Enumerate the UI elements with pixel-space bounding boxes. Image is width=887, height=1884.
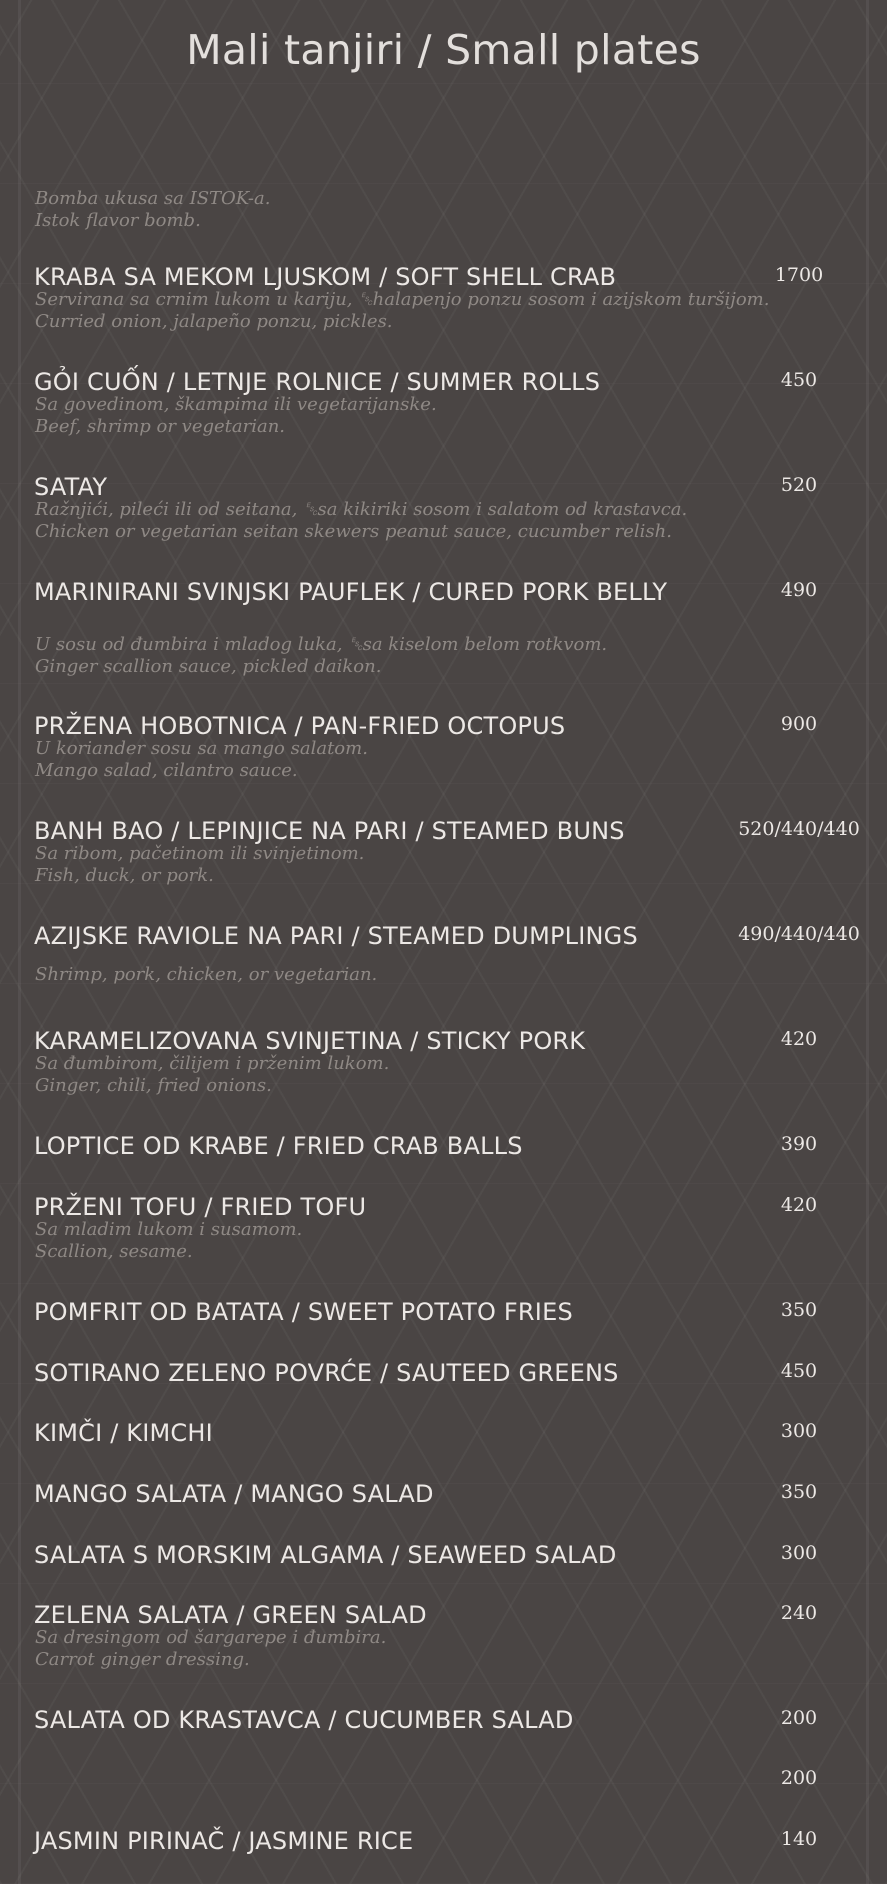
- desc-line: Sa mladim lukom i susamom.: [35, 1219, 303, 1240]
- item-name: AZIJSKE RAVIOLE NA PARI / STEAMED DUMPLINGS: [34, 922, 638, 950]
- item-name: POMFRIT OD BATATA / SWEET POTATO FRIES: [34, 1298, 573, 1326]
- item-price: 1700: [774, 264, 824, 286]
- item-name: SALATA OD KRASTAVCA / CUCUMBER SALAD: [34, 1706, 574, 1734]
- desc-line: Chicken or vegetarian seitan skewers peanut sauce, cucumber relish.: [35, 521, 672, 542]
- page-title: Mali tanjiri / Small plates: [186, 26, 701, 74]
- item-description: [35, 499, 835, 543]
- item-price: 350: [780, 1481, 818, 1503]
- desc-line: U koriander sosu sa mango salatom.: [35, 738, 368, 759]
- item-price: 520: [780, 474, 818, 496]
- desc-line: Ginger scallion sauce, pickled daikon.: [35, 656, 382, 677]
- item-price: 240: [780, 1602, 818, 1624]
- item-description: [35, 634, 835, 678]
- desc-line: Curried onion, jalapeño ponzu, pickles.: [35, 311, 393, 332]
- left-border: [18, 0, 21, 1884]
- item-name: ZELENA SALATA / GREEN SALAD: [34, 1601, 427, 1629]
- item-name: BANH BAO / LEPINJICE NA PARI / STEAMED BUNS: [34, 817, 625, 845]
- item-price: 350: [780, 1299, 818, 1321]
- desc-line: Sa đumbirom, čilijem i prženim lukom.: [35, 1053, 390, 1074]
- item-name: SALATA S MORSKIM ALGAMA / SEAWEED SALAD: [34, 1541, 617, 1569]
- item-price: 490/440/440: [738, 923, 860, 945]
- item-name: SOTIRANO ZELENO POVRĆE / SAUTEED GREENS: [34, 1359, 619, 1387]
- desc-line: Mango salad, cilantro sauce.: [35, 760, 298, 781]
- item-name: KRABA SA MEKOM LJUSKOM / SOFT SHELL CRAB: [34, 263, 617, 291]
- desc-line: Sa dresingom od šargarepe i đumbira.: [35, 1627, 387, 1648]
- item-description: [35, 1627, 835, 1671]
- item-price: 200: [780, 1707, 818, 1729]
- desc-line: Sa ribom, pačetinom ili svinjetinom.: [35, 843, 365, 864]
- item-description: [35, 1053, 835, 1097]
- desc-line: Beef, shrimp or vegetarian.: [35, 416, 286, 437]
- item-description: [35, 1219, 835, 1263]
- item-price: 390: [780, 1133, 818, 1155]
- desc-line: Fish, duck, or pork.: [35, 865, 214, 886]
- item-name: KARAMELIZOVANA SVINJETINA / STICKY PORK: [34, 1027, 586, 1055]
- item-name: PRŽENA HOBOTNICA / PAN-FRIED OCTOPUS: [34, 712, 566, 740]
- intro-line: Istok flavor bomb.: [35, 210, 201, 231]
- item-name: JASMIN PIRINAČ / JASMINE RICE: [34, 1827, 414, 1855]
- item-price: 450: [780, 1360, 818, 1382]
- item-price: 420: [780, 1028, 818, 1050]
- item-price: 520/440/440: [738, 818, 860, 840]
- desc-line: U sosu od đumbira i mladog luka, ␛sa kiselom belom rotkvom.: [35, 634, 608, 655]
- item-description: [35, 289, 835, 333]
- desc-line: Servirana sa crnim lukom u kariju, ␛halapenjo ponzu sosom i azijskom turšijom.: [35, 289, 770, 310]
- item-name: SATAY: [34, 473, 108, 501]
- item-description: [35, 738, 835, 782]
- intro-line: Bomba ukusa sa ISTOK-a.: [35, 188, 271, 209]
- item-name: MARINIRANI SVINJSKI PAUFLEK / CURED PORK BELLY: [34, 578, 668, 606]
- item-name: PRŽENI TOFU / FRIED TOFU: [34, 1193, 367, 1221]
- desc-line: Scallion, sesame.: [35, 1241, 193, 1262]
- item-price: 420: [780, 1194, 818, 1216]
- item-name: KIMČI / KIMCHI: [34, 1419, 213, 1447]
- item-name: LOPTICE OD KRABE / FRIED CRAB BALLS: [34, 1132, 523, 1160]
- desc-line: Shrimp, pork, chicken, or vegetarian.: [35, 964, 378, 985]
- item-price: 450: [780, 369, 818, 391]
- item-price: 900: [780, 713, 818, 735]
- item-price: 300: [780, 1420, 818, 1442]
- item-description: [35, 843, 835, 887]
- intro-text: [35, 188, 795, 232]
- desc-line: Ginger, chili, fried onions.: [35, 1075, 272, 1096]
- item-price: 200: [780, 1767, 818, 1789]
- item-price: 490: [780, 579, 818, 601]
- item-name: GỎI CUỐN / LETNJE ROLNICE / SUMMER ROLLS: [34, 368, 601, 396]
- desc-line: Ražnjići, pileći ili od seitana, ␛sa kikiriki sosom i salatom od krastavca.: [35, 499, 688, 520]
- desc-line: Carrot ginger dressing.: [35, 1649, 250, 1670]
- item-description: [35, 394, 835, 438]
- item-description-clipped: [35, 964, 635, 998]
- item-name: MANGO SALATA / MANGO SALAD: [34, 1480, 434, 1508]
- item-price: 140: [780, 1828, 818, 1850]
- desc-line: Sa govedinom, škampima ili vegetarijanske.: [35, 394, 437, 415]
- item-price: 300: [780, 1542, 818, 1564]
